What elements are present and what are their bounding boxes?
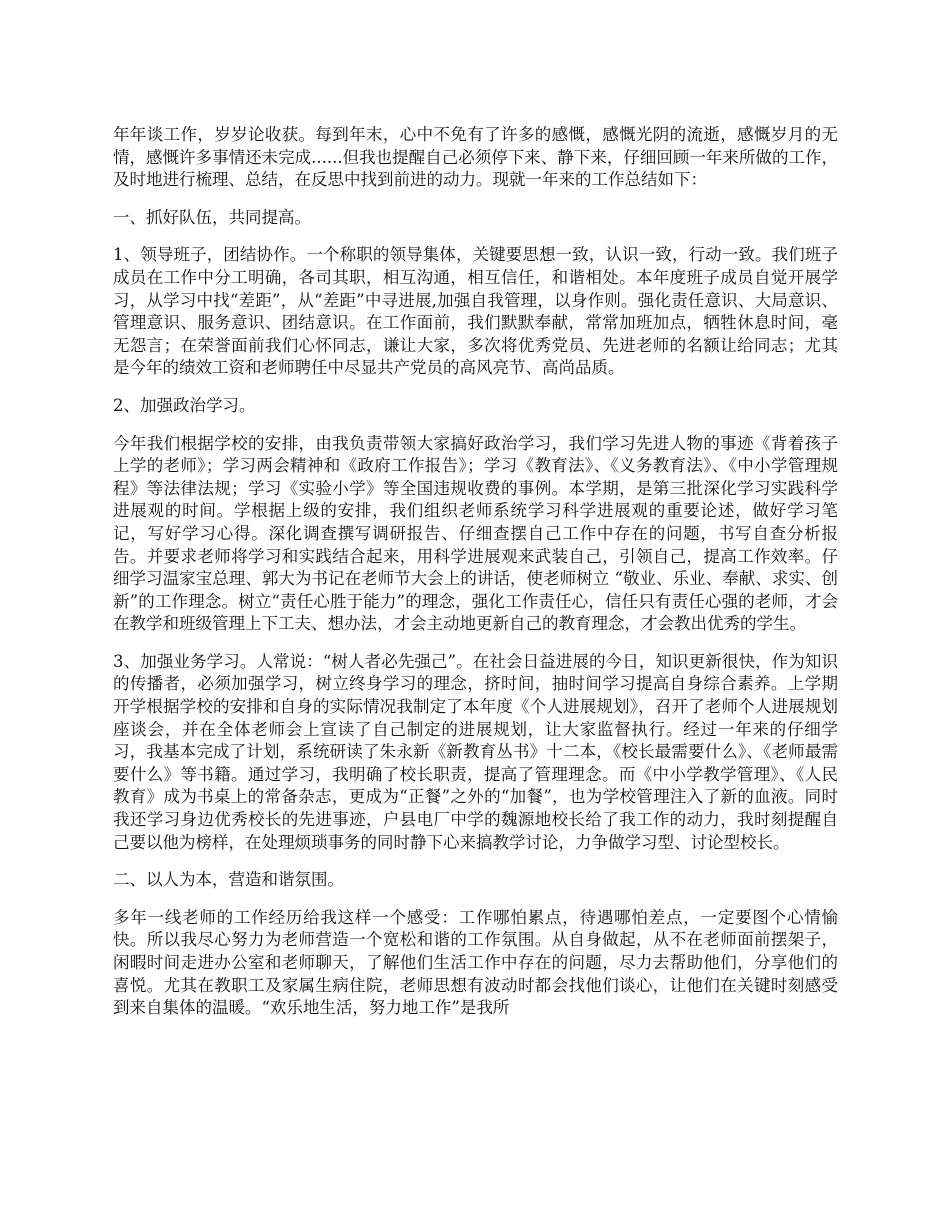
paragraph-professional-study: 3、加强业务学习。人常说：“树人者必先强己”。在社会日益进展的今日，知识更新很快，作为知识的传播者，必须加强学习，树立终身学习的理念，挤时间，抽时间学习提高自身综合素养。上学期开学根据学校的安排和自身的实际情况我制定了本年度《个人进展规划》，召开了老师个人进展规划座谈会，并在全体老师会上宣读了自己制定的进展规划，让大家监督执行。经过一年来的仔细学习，我基本完成了计划，系统研读了朱永新《新教育丛书》十二本，《校长最需要什么》、《老师最需要什么》等书籍。通过学习，我明确了校长职责，提高了管理理念。而《中小学教学管理》、《人民教育》成为书桌上的常备杂志，更成为“正餐”之外的“加餐”，也为学校管理注入了新的血液。同时我还学习身边优秀校长的先进事迹，户县电厂中学的魏源地校长给了我工作的动力，我时刻提醒自己要以他为榜样，在处理烦琐事务的同时静下心来搞教学讨论，力争做学习型、讨论型校长。 bbox=[113, 651, 838, 852]
paragraph-leadership: 1、领导班子，团结协作。一个称职的领导集体，关键要思想一致，认识一致，行动一致。我们班子成员在工作中分工明确，各司其职，相互沟通，相互信任，和谐相处。本年度班子成员自觉开展学习，从学习中找“差距”，从“差距”中寻进展,加强自我管理，以身作则。强化责任意识、大局意识、管理意识、服务意识、团结意识。在工作面前，我们默默奉献，常常加班加点，牺牲休息时间，毫无怨言；在荣誉面前我们心怀同志，谦让大家，多次将优秀党员、先进老师的名额让给同志；尤其是今年的绩效工资和老师聘任中尽显共产党员的高风亮节、高尚品质。 bbox=[113, 245, 838, 378]
section-heading-harmony: 二、以人为本，营造和谐氛围。 bbox=[113, 870, 344, 890]
intro-paragraph: 年年谈工作，岁岁论收获。每到年末，心中不免有了许多的感慨，感慨光阴的流逝，感慨岁月的无情，感慨许多事情还未完成......但我也提醒自己必须停下来、静下来，仔细回顾一年来所做的工作，及时地进行梳理、总结，在反思中找到前进的动力。现就一年来的工作总结如下： bbox=[113, 125, 838, 190]
document-page bbox=[113, 124, 838, 1035]
paragraph-political-study: 今年我们根据学校的安排，由我负责带领大家搞好政治学习，我们学习先进人物的事迹《背着孩子上学的老师》；学习两会精神和《政府工作报告》；学习《教育法》、《义务教育法》、《中小学管理规程》等法律法规；学习《实验小学》等全国违规收费的事例。本学期，是第三批深化学习实践科学进展观的时间。学根据上级的安排，我们组织老师系统学习科学进展观的重要论述，做好学习笔记，写好学习心得。深化调查撰写调研报告、仔细查摆自己工作中存在的问题，书写自查分析报告。并要求老师将学习和实践结合起来，用科学进展观来武装自己，引领自己，提高工作效率。仔细学习温家宝总理、郭大为书记在老师节大会上的讲话，使老师树立 “敬业、乐业、奉献、求实、创新”的工作理念。树立“责任心胜于能力”的理念，强化工作责任心，信任只有责任心强的老师，才会在教学和班级管理上下工夫、想办法，才会主动地更新自己的教育理念，才会教出优秀的学生。 bbox=[113, 433, 838, 634]
paragraph-harmony: 多年一线老师的工作经历给我这样一个感受：工作哪怕累点，待遇哪怕差点，一定要图个心情愉快。所以我尽心努力为老师营造一个宽松和谐的工作氛围。从自身做起，从不在老师面前摆架子，闲暇时间走进办公室和老师聊天，了解他们生活工作中存在的问题，尽力去帮助他们，分享他们的喜悦。尤其在教职工及家属生病住院，老师思想有波动时都会找他们谈心，让他们在关键时刻感受到来自集体的温暖。“欢乐地生活，努力地工作”是我所 bbox=[113, 907, 838, 1018]
section-heading-team: 一、抓好队伍，共同提高。 bbox=[113, 207, 311, 227]
subheading-political-study: 2、加强政治学习。 bbox=[113, 395, 256, 415]
